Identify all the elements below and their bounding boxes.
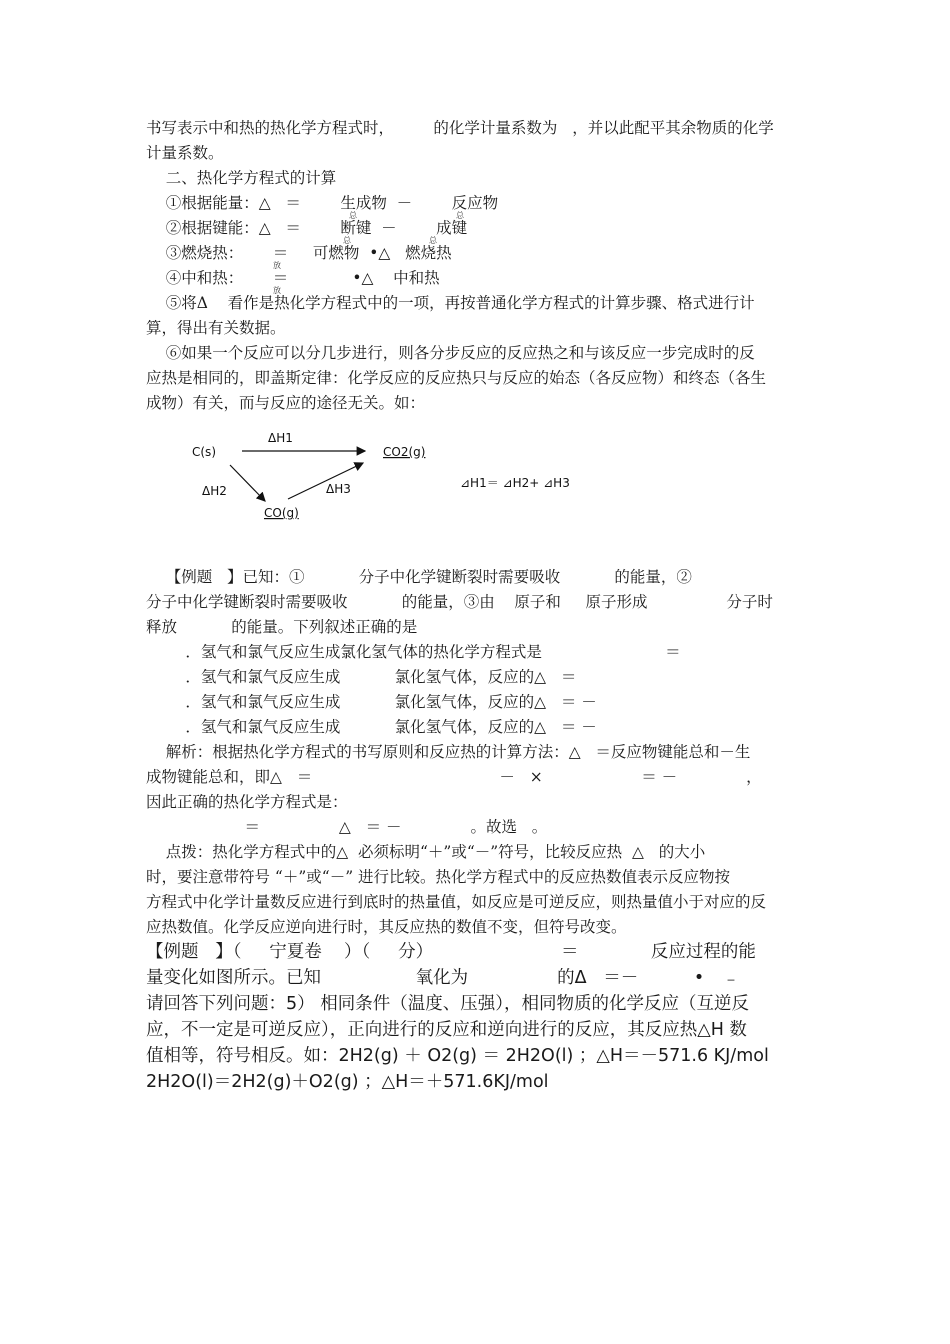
section-heading: 二、热化学方程式的计算 bbox=[146, 169, 337, 187]
analysis-line-3: 因此正确的热化学方程式是： bbox=[146, 793, 348, 811]
product-co2-label: CO2(g) bbox=[383, 445, 426, 459]
option-d: ．氢气和氯气反应生成 氯化氢气体，反应的△ ＝ － bbox=[146, 718, 597, 736]
dh2-label: ΔH2 bbox=[202, 484, 227, 498]
text-line-1: 书写表示中和热的热化学方程式时， 的化学计量系数为 ，并以此配平其余物质的化学 bbox=[146, 119, 774, 137]
subscript-fang: 放 bbox=[273, 261, 281, 270]
analysis-line-2: 成物键能总和，即△ ＝ － × ＝ － ， bbox=[146, 768, 762, 786]
option-a: ．氢气和氯气反应生成氯化氢气体的热化学方程式是 ＝ bbox=[146, 643, 681, 661]
example-1-line-1: 【例题 】已知：① 分子中化学键断裂时需要吸收 的能量，② bbox=[146, 568, 692, 586]
example-2-line-1: 【例题 】（ 宁夏卷 ）（ 分） ＝ 反应过程的能 bbox=[146, 942, 756, 962]
text-line-9: 算，得出有关数据。 bbox=[146, 319, 286, 337]
example-2-line-6: 2H2O(l)＝2H2(g)＋O2(g) ；△H＝＋571.6KJ/mol bbox=[146, 1072, 549, 1092]
text-line-8: ⑤将Δ 看作是热化学方程式中的一项，再按普通化学方程式的计算步骤、格式进行计 bbox=[146, 294, 755, 312]
dh1-label: ΔH1 bbox=[268, 431, 293, 445]
subscript-zong: 总 bbox=[456, 211, 464, 220]
tip-line-2: 时，要注意带符号 “＋”或“－” 进行比较。热化学方程式中的反应热数值表示反应物按 bbox=[146, 868, 731, 886]
subscript-zong: 总 bbox=[343, 236, 351, 245]
dh3-label: ΔH3 bbox=[326, 482, 351, 496]
formula-combustion: ③燃烧热： ＝ 可燃物 •△ 燃烧热 bbox=[146, 244, 452, 262]
example-2-line-5: 值相等，符号相反。如：2H2(g) ＋ O2(g) ＝ 2H2O(l) ；△H＝－571.6 KJ/mol bbox=[146, 1046, 769, 1066]
reactant-c-label: C(s) bbox=[192, 445, 216, 459]
tip-line-3: 方程式中化学计量数反应进行到底时的热量值，如反应是可逆反应，则热量值小于对应的反 bbox=[146, 893, 767, 911]
tip-line-1: 点拨：热化学方程式中的△ 必须标明“＋”或“－”符号，比较反应热 △ 的大小 bbox=[146, 843, 706, 861]
formula-bond-energy: ②根据键能：△ ＝ 断键 － 成键 bbox=[146, 219, 468, 237]
formula-energy: ①根据能量：△ ＝ 生成物 － 反应物 bbox=[146, 194, 499, 212]
tip-line-4: 应热数值。化学反应逆向进行时，其反应热的数值不变，但符号改变。 bbox=[146, 918, 627, 936]
analysis-line-1: 解析：根据热化学方程式的书写原则和反应热的计算方法：△ ＝反应物键能总和－生 bbox=[146, 743, 751, 761]
analysis-line-4: ＝ △ ＝ － 。故选 。 bbox=[146, 818, 548, 836]
subscript-zong: 总 bbox=[429, 236, 437, 245]
option-b: ．氢气和氯气反应生成 氯化氢气体，反应的△ ＝ bbox=[146, 668, 577, 686]
intermediate-co-label: CO(g) bbox=[264, 506, 299, 520]
hess-law-diagram bbox=[180, 425, 620, 535]
text-line-11: 应热是相同的，即盖斯定律：化学反应的反应热只与反应的始态（各反应物）和终态（各生 bbox=[146, 369, 767, 387]
formula-neutralization: ④中和热： ＝ •△ 中和热 bbox=[146, 269, 440, 287]
example-2-line-3: 请回答下列问题：5） 相同条件（温度、压强），相同物质的化学反应（互逆反 bbox=[146, 994, 749, 1014]
example-2-line-2: 量变化如图所示。已知 氧化为 的Δ ＝－ • ₋ bbox=[146, 968, 736, 988]
subscript-zong: 总 bbox=[349, 211, 357, 220]
text-line-10: ⑥如果一个反应可以分几步进行，则各分步反应的反应热之和与该反应一步完成时的反 bbox=[146, 344, 755, 362]
example-1-line-2: 分子中化学键断裂时需要吸收 的能量，③由 原子和 原子形成 分子时 bbox=[146, 593, 773, 611]
arrow-c-to-co bbox=[230, 465, 265, 501]
text-line-2: 计量系数。 bbox=[146, 144, 224, 162]
option-c: ．氢气和氯气反应生成 氯化氢气体，反应的△ ＝ － bbox=[146, 693, 597, 711]
example-2-line-4: 应，不一定是可逆反应），正向进行的反应和逆向进行的反应，其反应热△H 数 bbox=[146, 1020, 747, 1040]
example-1-line-3: 释放 的能量。下列叙述正确的是 bbox=[146, 618, 418, 636]
text-line-12: 成物）有关，而与反应的途径无关。如： bbox=[146, 394, 426, 412]
subscript-fang: 放 bbox=[273, 286, 281, 295]
hess-equation: ⊿H1＝ ⊿H2+ ⊿H3 bbox=[460, 476, 570, 490]
